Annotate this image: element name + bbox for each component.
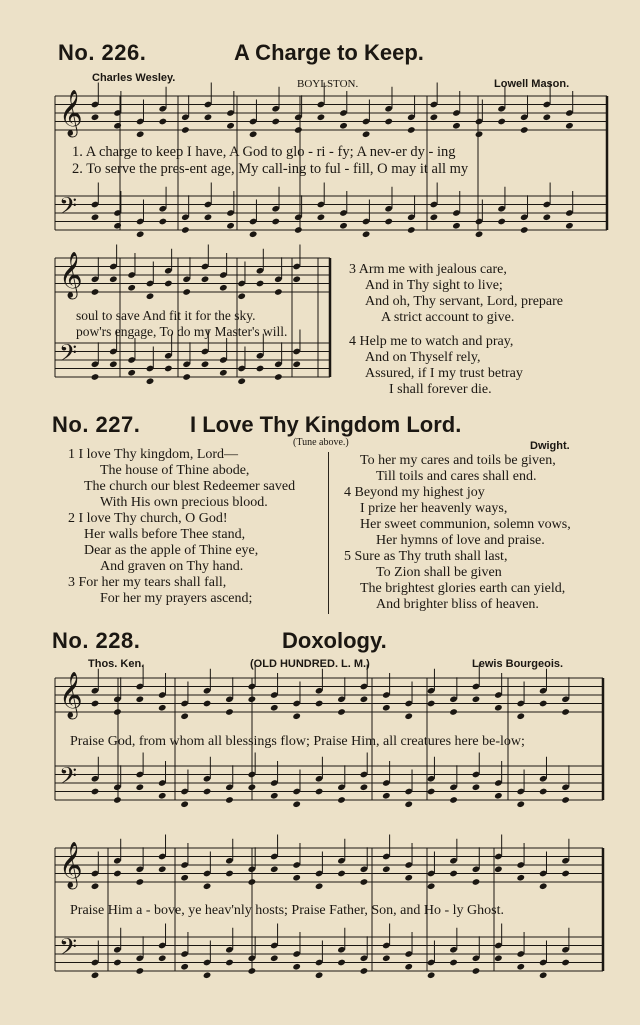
note-head: [274, 373, 283, 381]
treble-clef-icon: 𝄞: [59, 90, 83, 136]
note-head: [472, 695, 481, 703]
verse-line: 2 I love Thy church, O God!: [68, 511, 228, 526]
note-head: [127, 284, 136, 292]
note-head: [384, 118, 393, 126]
hymn-227-right-column: [344, 453, 571, 613]
note-head: [449, 959, 458, 967]
note-head: [494, 792, 503, 800]
note-head: [427, 700, 436, 708]
note-head: [158, 792, 167, 800]
verse-line: The brightest glories earth can yield,: [360, 581, 566, 596]
hymn-228-author: Thos. Ken.: [88, 658, 145, 670]
note-head: [472, 967, 481, 975]
note-head: [339, 122, 348, 130]
note-head: [315, 700, 324, 708]
note-head: [91, 213, 100, 221]
note-head: [430, 213, 439, 221]
verse-line: And graven on Thy hand.: [100, 559, 244, 574]
note-head: [360, 878, 369, 886]
note-head: [204, 213, 213, 221]
note-head: [475, 230, 484, 238]
note-head: [360, 783, 369, 791]
hymn-226-title: A Charge to Keep.: [234, 40, 424, 65]
hymn-227-title: I Love Thy Kingdom Lord.: [190, 412, 462, 437]
note-head: [292, 712, 301, 720]
note-head: [407, 226, 416, 234]
bass-clef-icon: 𝄢: [59, 192, 78, 225]
note-head: [362, 230, 371, 238]
note-head: [248, 967, 257, 975]
note-head: [337, 959, 346, 967]
note-head: [256, 280, 265, 288]
note-head: [427, 882, 436, 890]
note-head: [249, 130, 258, 138]
note-head: [516, 800, 525, 808]
note-head: [315, 882, 324, 890]
note-head: [427, 971, 436, 979]
column-divider: [328, 452, 329, 614]
verse-line: 3 For her my tears shall fall,: [68, 575, 227, 590]
verse-line: A strict account to give.: [381, 310, 515, 325]
note-head: [382, 792, 391, 800]
verse-line: Till toils and cares shall end.: [376, 469, 537, 484]
bass-clef-icon: 𝄢: [59, 762, 78, 795]
note-head: [158, 118, 167, 126]
note-head: [136, 130, 145, 138]
note-head: [543, 113, 552, 121]
note-head: [516, 874, 525, 882]
hymn-228-composer: Lewis Bourgeois.: [472, 658, 564, 670]
note-head: [158, 218, 167, 226]
verse-line: 4 Beyond my highest joy: [344, 485, 485, 500]
note-head: [158, 954, 167, 962]
verse-line: Assured, if I my trust betray: [365, 366, 523, 381]
note-head: [181, 226, 190, 234]
note-head: [180, 712, 189, 720]
note-head: [237, 377, 246, 385]
note-head: [270, 954, 279, 962]
note-head: [497, 218, 506, 226]
hymn-228-tune: (OLD HUNDRED. L. M.): [250, 658, 370, 670]
note-head: [271, 118, 280, 126]
hymn-226-author: Charles Wesley.: [92, 72, 176, 84]
note-head: [113, 870, 122, 878]
note-head: [475, 130, 484, 138]
note-head: [226, 222, 235, 230]
note-head: [113, 708, 122, 716]
hymn-226-verse-3: [349, 262, 563, 326]
hymn-226-lyric-verse-1: 1. A charge to keep I have, A God to glo - ri - fy; A nev-er dy - ing: [72, 144, 456, 160]
note-head: [248, 695, 257, 703]
note-head: [339, 222, 348, 230]
verse-line: I prize her heavenly ways,: [360, 501, 508, 516]
note-head: [449, 870, 458, 878]
note-head: [256, 365, 265, 373]
note-head: [362, 130, 371, 138]
note-head: [337, 708, 346, 716]
hymn-227-tune-note: (Tune above.): [293, 437, 349, 448]
note-head: [404, 712, 413, 720]
note-head: [164, 365, 173, 373]
note-head: [91, 971, 100, 979]
note-head: [452, 122, 461, 130]
note-head: [494, 954, 503, 962]
verse-line: Dear as the apple of Thine eye,: [84, 543, 259, 558]
note-head: [317, 113, 326, 121]
note-head: [539, 971, 548, 979]
note-head: [271, 218, 280, 226]
note-head: [182, 373, 191, 381]
note-head: [561, 708, 570, 716]
note-head: [274, 288, 283, 296]
note-head: [294, 226, 303, 234]
verse-line: 1 I love Thy kingdom, Lord—: [68, 447, 239, 462]
verse-line: 3 Arm me with jealous care,: [349, 262, 507, 277]
note-head: [109, 360, 118, 368]
hymn-228-title: Doxology.: [282, 628, 387, 653]
note-head: [91, 288, 100, 296]
verse-line: The church our blest Redeemer saved: [84, 479, 296, 494]
note-head: [226, 122, 235, 130]
bass-clef-icon: 𝄢: [59, 339, 78, 372]
note-head: [516, 963, 525, 971]
bass-clef-icon: 𝄢: [59, 933, 78, 966]
verse-line: To her my cares and toils be given,: [360, 453, 556, 468]
note-head: [360, 695, 369, 703]
note-head: [407, 126, 416, 134]
note-head: [204, 113, 213, 121]
treble-clef-icon: 𝄞: [59, 672, 83, 718]
note-head: [201, 360, 210, 368]
note-head: [315, 971, 324, 979]
note-head: [516, 712, 525, 720]
verse-line: And oh, Thy servant, Lord, prepare: [365, 294, 564, 309]
note-head: [248, 783, 257, 791]
note-head: [146, 292, 155, 300]
note-head: [91, 788, 100, 796]
treble-clef-icon: 𝄞: [59, 842, 83, 888]
note-head: [292, 360, 301, 368]
verse-line: To Zion shall be given: [376, 565, 502, 580]
note-head: [292, 963, 301, 971]
note-head: [384, 218, 393, 226]
note-head: [203, 788, 212, 796]
note-head: [472, 878, 481, 886]
note-head: [430, 113, 439, 121]
hymn-227-number: No. 227.: [52, 412, 141, 437]
note-head: [494, 865, 503, 873]
hymn-226-tune: BOYLSTON.: [297, 78, 359, 90]
note-head: [158, 704, 167, 712]
note-head: [180, 800, 189, 808]
note-head: [270, 792, 279, 800]
note-head: [136, 783, 145, 791]
note-head: [539, 788, 548, 796]
note-head: [561, 959, 570, 967]
note-head: [494, 704, 503, 712]
note-head: [136, 878, 145, 886]
note-head: [294, 126, 303, 134]
note-head: [292, 874, 301, 882]
note-head: [561, 796, 570, 804]
hymn-226-lyric-line-4: pow'rs engage, To do my Master's will.: [76, 324, 288, 339]
verse-line: For her my prayers ascend;: [100, 591, 253, 606]
note-head: [520, 226, 529, 234]
note-head: [565, 122, 574, 130]
note-head: [520, 126, 529, 134]
note-head: [427, 788, 436, 796]
note-head: [543, 213, 552, 221]
hymn-228-lyric-line-2: Praise Him a - bove, ye heav'nly hosts; Praise Father, Son, and Ho - ly Ghost.: [70, 903, 504, 918]
note-head: [180, 963, 189, 971]
note-head: [91, 373, 100, 381]
note-head: [449, 708, 458, 716]
note-head: [315, 788, 324, 796]
verse-line: 4 Help me to watch and pray,: [349, 334, 514, 349]
note-head: [203, 700, 212, 708]
note-head: [382, 704, 391, 712]
note-head: [201, 275, 210, 283]
note-head: [113, 122, 122, 130]
note-head: [248, 878, 257, 886]
verse-line: Her sweet communion, solemn vows,: [360, 517, 571, 532]
treble-clef-icon: 𝄞: [59, 252, 83, 298]
note-head: [203, 971, 212, 979]
note-head: [497, 118, 506, 126]
note-head: [113, 796, 122, 804]
note-head: [337, 870, 346, 878]
note-head: [472, 783, 481, 791]
note-head: [91, 882, 100, 890]
note-head: [292, 800, 301, 808]
hymn-226-number: No. 226.: [58, 40, 147, 65]
note-head: [127, 369, 136, 377]
hymn-227-composer: Dwight.: [530, 440, 570, 452]
note-head: [113, 959, 122, 967]
note-head: [449, 796, 458, 804]
note-head: [91, 113, 100, 121]
note-head: [182, 288, 191, 296]
note-head: [181, 126, 190, 134]
note-head: [337, 796, 346, 804]
note-head: [113, 222, 122, 230]
note-head: [565, 222, 574, 230]
verse-line: And in Thy sight to live;: [365, 278, 503, 293]
note-head: [249, 230, 258, 238]
hymn-227-left-column: [68, 447, 295, 607]
hymn-226-verse-4: [349, 334, 523, 398]
note-head: [270, 704, 279, 712]
note-head: [164, 280, 173, 288]
note-head: [146, 377, 155, 385]
note-head: [270, 865, 279, 873]
note-head: [404, 963, 413, 971]
note-head: [292, 275, 301, 283]
note-head: [109, 275, 118, 283]
verse-line: And brighter bliss of heaven.: [376, 597, 539, 612]
note-head: [404, 800, 413, 808]
note-head: [203, 882, 212, 890]
note-head: [225, 959, 234, 967]
note-head: [452, 222, 461, 230]
verse-line: Her hymns of love and praise.: [376, 533, 545, 548]
note-head: [219, 284, 228, 292]
note-head: [158, 865, 167, 873]
note-head: [225, 796, 234, 804]
note-head: [237, 292, 246, 300]
hymn-228-lyric-line-1: Praise God, from whom all blessings flow; Praise Him, all creatures here be-low;: [70, 734, 525, 749]
note-head: [136, 695, 145, 703]
hymn-226-lyric-line-3: soul to save And fit it for the sky.: [76, 308, 256, 323]
hymn-226-composer: Lowell Mason.: [494, 78, 570, 90]
verse-line: And on Thyself rely,: [365, 350, 481, 365]
note-head: [180, 874, 189, 882]
note-head: [136, 230, 145, 238]
verse-line: The house of Thine abode,: [100, 463, 250, 478]
note-head: [136, 967, 145, 975]
note-head: [360, 967, 369, 975]
hymn-228-number: No. 228.: [52, 628, 141, 653]
note-head: [225, 708, 234, 716]
note-head: [382, 954, 391, 962]
note-head: [91, 700, 100, 708]
note-head: [225, 870, 234, 878]
verse-line: 5 Sure as Thy truth shall last,: [344, 549, 508, 564]
verse-line: With His own precious blood.: [100, 495, 268, 510]
verse-line: Her walls before Thee stand,: [84, 527, 246, 542]
verse-line: I shall forever die.: [389, 382, 492, 397]
note-head: [382, 865, 391, 873]
note-head: [404, 874, 413, 882]
hymn-226-lyric-verse-2: 2. To serve the pres-ent age, My call-ing to ful - fill, O may it all my: [72, 161, 469, 177]
note-head: [317, 213, 326, 221]
note-head: [561, 870, 570, 878]
note-head: [219, 369, 228, 377]
note-head: [539, 700, 548, 708]
note-head: [539, 882, 548, 890]
